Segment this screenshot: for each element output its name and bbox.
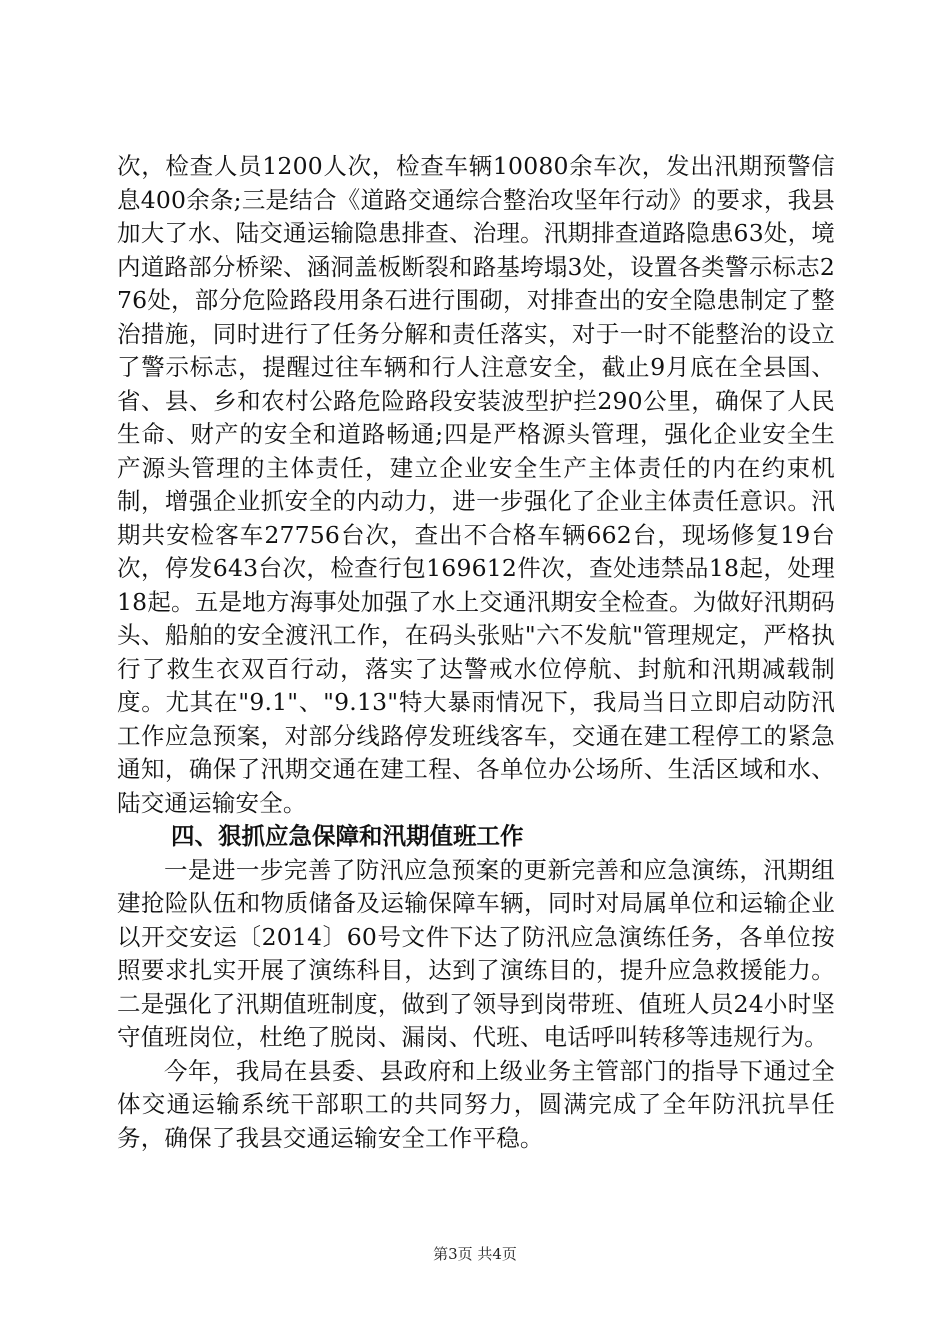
paragraph-inspection-summary: 次，检查人员1200人次，检查车辆10080余车次，发出汛期预警信息400余条;三是结合《道路交通综合整治攻坚年行动》的要求，我县加大了水、陆交通运输隐患排查、治理。汛期排查道路隐患63处，境内道路部分桥梁、涵洞盖板断裂和路基垮塌3处，设置各类警示标志276处，部分危险路段用条石进行围砌，对排查出的安全隐患制定了整治措施，同时进行了任务分解和责任落实，对于一时不能整治的设立了警示标志，提醒过往车辆和行人注意安全，截止9月底在全县国、省、县、乡和农村公路危险路段安装波型护拦290公里，确保了人民生命、财产的安全和道路畅通;四是严格源头管理，强化企业安全生产源头管理的主体责任，建立企业安全生产主体责任的内在约束机制，增强企业抓安全的内动力，进一步强化了企业主体责任意识。汛期共安检客车27756台次，查出不合格车辆662台，现场修复19台次，停发643台次，检查行包169612件次，查处违禁品18起，处理18起。五是地方海事处加强了水上交通汛期安全检查。为做好汛期码头、船舶的安全渡汛工作，在码头张贴"六不发航"管理规定，严格执行了救生衣双百行动，落实了达警戒水位停航、封航和汛期减载制度。尤其在"9.1"、"9.13"特大暴雨情况下，我局当日立即启动防汛工作应急预案，对部分线路停发班线客车，交通在建工程停工的紧急通知，确保了汛期交通在建工程、各单位办公场所、生活区域和水、陆交通运输安全。 xyxy=(117,152,835,817)
section-heading-emergency: 四、狠抓应急保障和汛期值班工作 xyxy=(171,822,524,850)
page-number-footer: 第3页 共4页 xyxy=(433,1245,517,1263)
paragraph-conclusion: 今年，我局在县委、县政府和上级业务主管部门的指导下通过全体交通运输系统干部职工的共同努力，圆满完成了全年防汛抗旱任务，确保了我县交通运输安全工作平稳。 xyxy=(117,1056,835,1152)
paragraph-emergency-plan: 一是进一步完善了防汛应急预案的更新完善和应急演练，汛期组建抢险队伍和物质储备及运输保障车辆，同时对局属单位和运输企业以开交安运〔2014〕60号文件下达了防汛应急演练任务，各单位按照要求扎实开展了演练科目，达到了演练目的，提升应急救援能力。二是强化了汛期值班制度，做到了领导到岗带班、值班人员24小时坚守值班岗位，杜绝了脱岗、漏岗、代班、电话呼叫转移等违规行为。 xyxy=(117,855,835,1051)
document-body xyxy=(117,150,835,1155)
